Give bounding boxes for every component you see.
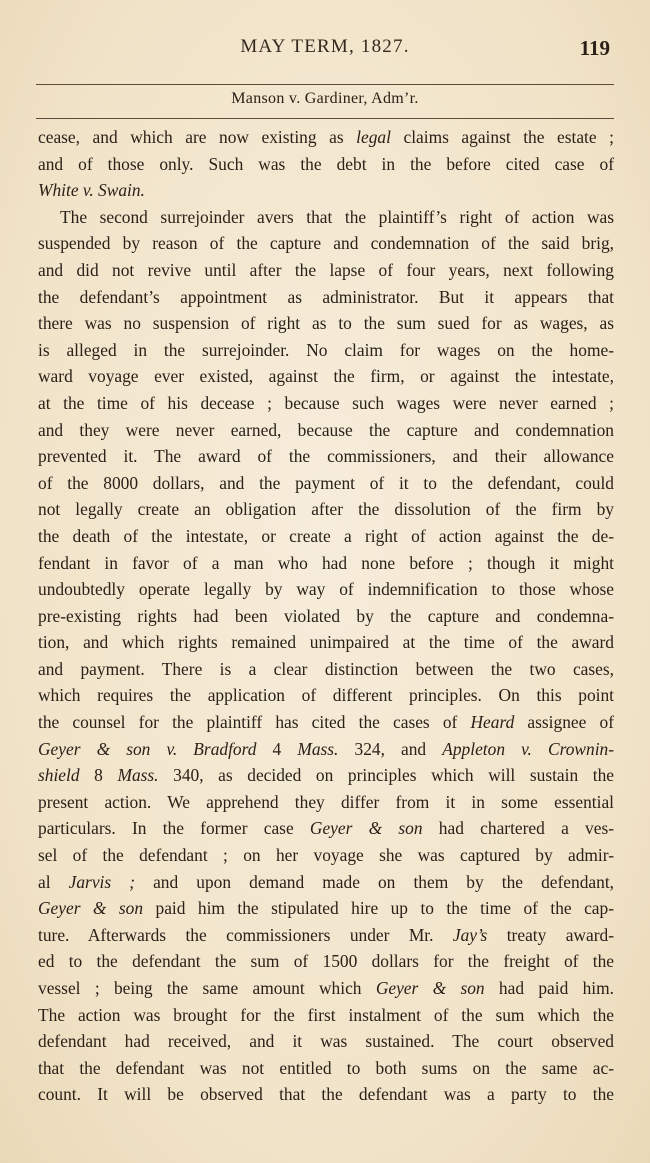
text-run: assignee of (514, 712, 614, 733)
text-run: al (38, 871, 69, 892)
header-rule-top (36, 84, 614, 85)
text-run: there was no suspension of right as to the sum sued for as wages, as (38, 313, 614, 334)
italic-text: Appleton v. Crownin- (442, 738, 615, 759)
text-line (38, 310, 614, 337)
text-run: the defendant’s appointment as administrator. But it appears that (38, 286, 614, 307)
text-line (38, 1028, 614, 1055)
case-title: Manson v. Gardiner, Adm’r. (231, 90, 419, 107)
text-run: count. It will be observed that the defendant was a party to the (38, 1084, 614, 1105)
text-run: and they were never earned, because the capture and condemnation (38, 419, 614, 440)
text-run: had chartered a ves- (422, 818, 614, 839)
text-run: vessel ; being the same amount which (38, 978, 376, 998)
text-run: 340, as decided on principles which will sustain the (158, 765, 615, 786)
text-line (38, 550, 614, 577)
text-run: fendant in favor of a man who had none before ; though it might (38, 552, 614, 573)
text-line (38, 390, 614, 417)
text-line (38, 257, 614, 284)
text-run: 8 (79, 765, 118, 786)
text-run: cease, and which are now existing as (38, 127, 357, 147)
text-line (38, 895, 614, 922)
text-run: which requires the application of different principles. On this point (38, 685, 614, 706)
text-run: of the 8000 dollars, and the payment of it to the defendant, could (38, 472, 614, 493)
text-line (38, 922, 614, 949)
text-run: and upon demand made on them by the defendant, (135, 871, 614, 892)
text-run: and payment. There is a clear distinction between the two cases, (38, 658, 614, 679)
text-run: had paid him. (484, 978, 614, 998)
text-run: 324, and (338, 738, 443, 759)
text-run: defendant had received, and it was sustained. The court observed (38, 1031, 614, 1052)
text-run: treaty award- (487, 924, 614, 945)
italic-text: White v. Swain. (38, 180, 145, 201)
text-run: is alleged in the surrejoinder. No claim for wages on the home- (38, 339, 614, 360)
text-line (38, 1081, 614, 1108)
text-line (38, 523, 614, 550)
text-run: and did not revive until after the lapse of four years, next following (38, 259, 614, 280)
text-run: the counsel for the plaintiff has cited the cases of (38, 712, 471, 733)
text-line (38, 656, 614, 683)
text-run: ward voyage ever existed, against the firm, or against the intestate, (38, 366, 614, 387)
text-line (38, 417, 614, 444)
italic-text: Mass. (297, 738, 339, 759)
text-line (38, 789, 614, 816)
text-run: and of those only. Such was the debt in the before cited case of (38, 153, 614, 174)
text-run: not legally create an obligation after the dissolution of the firm by (38, 499, 614, 520)
text-line (38, 736, 614, 763)
italic-text: Jay’s (452, 924, 488, 945)
text-run: ture. Afterwards the commissioners under Mr. (38, 924, 453, 945)
text-run: claims against the estate ; (390, 127, 614, 147)
text-run: sel of the defendant ; on her voyage she was captured by admir- (38, 845, 614, 866)
text-line (38, 709, 614, 736)
italic-text: Geyer & son (38, 898, 144, 919)
italic-text: Geyer & son (375, 978, 485, 998)
text-line (38, 230, 614, 257)
text-line (38, 629, 614, 656)
page-number: 119 (579, 36, 610, 60)
text-run: pre-existing rights had been violated by the capture and condemna- (38, 605, 614, 626)
italic-text: Mass. (117, 765, 159, 786)
text-line (38, 124, 614, 151)
text-run: present action. We apprehend they differ from it in some essential (38, 791, 614, 812)
text-line (38, 762, 614, 789)
text-line (38, 576, 614, 603)
text-line (38, 948, 614, 975)
text-run: The second surrejoinder avers that the plaintiff’s right of action was (60, 206, 614, 227)
italic-text: shield (38, 765, 80, 786)
text-run: undoubtedly operate legally by way of indemnification to those whose (38, 579, 614, 600)
text-run: ed to the defendant the sum of 1500 dollars for the freight of the (38, 951, 614, 972)
text-line (38, 363, 614, 390)
text-run: paid him the stipulated hire up to the time of the cap- (143, 898, 614, 919)
running-head (40, 36, 610, 66)
text-run: 4 (256, 738, 298, 759)
text-line (38, 1055, 614, 1082)
text-run: that the defendant was not entitled to both sums on the same ac- (38, 1057, 614, 1078)
text-line (38, 337, 614, 364)
text-line (38, 496, 614, 523)
italic-text: Heard (470, 712, 515, 733)
text-run: the death of the intestate, or create a right of action against the de- (38, 525, 614, 546)
text-run: particulars. In the former case (38, 818, 310, 839)
term-heading: MAY TERM, 1827. (240, 36, 410, 57)
text-line (38, 603, 614, 630)
header-rule-bottom (36, 118, 614, 119)
italic-text: Geyer & son v. Bradford (38, 738, 257, 759)
text-line (38, 869, 614, 896)
text-line (38, 151, 614, 178)
text-line (38, 815, 614, 842)
italic-text: Jarvis ; (68, 871, 136, 892)
italic-text: legal (356, 127, 391, 147)
text-line (38, 975, 614, 1002)
text-line (38, 1002, 614, 1029)
text-run: at the time of his decease ; because such wages were never earned ; (38, 392, 614, 413)
body-text (38, 124, 614, 1108)
text-run: prevented it. The award of the commissioners, and their allowance (38, 446, 614, 467)
text-run: The action was brought for the first instalment of the sum which the (38, 1004, 614, 1025)
text-line (38, 842, 614, 869)
text-run: tion, and which rights remained unimpaired at the time of the award (38, 632, 614, 653)
text-line (38, 284, 614, 311)
text-line (38, 204, 614, 231)
text-line (38, 682, 614, 709)
text-line (38, 177, 614, 204)
text-line (38, 470, 614, 497)
text-line (38, 443, 614, 470)
text-run: suspended by reason of the capture and condemnation of the said brig, (38, 233, 614, 254)
italic-text: Geyer & son (309, 818, 423, 839)
